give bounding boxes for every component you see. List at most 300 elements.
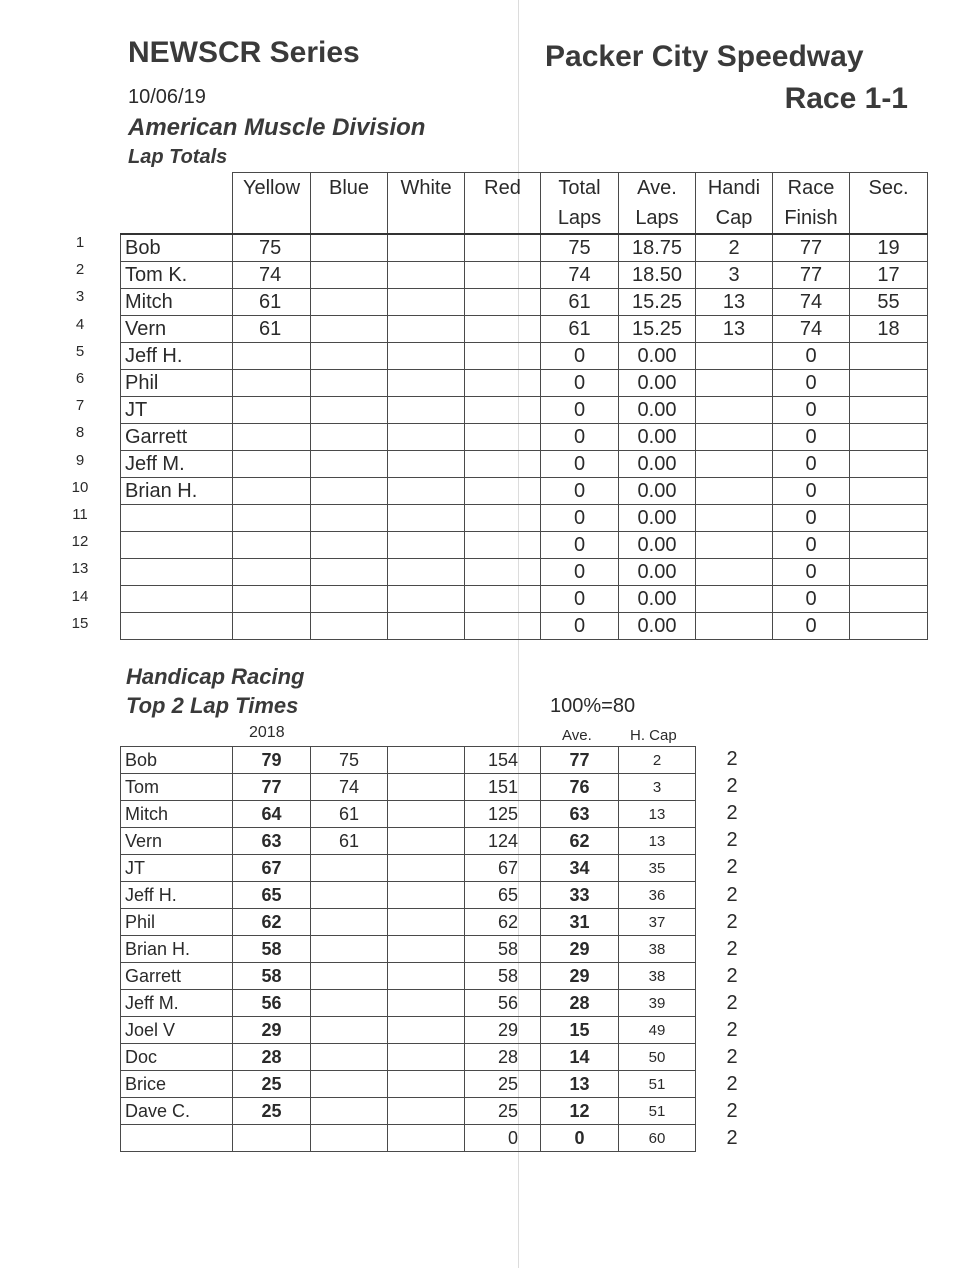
cell-y2018: 77 <box>233 774 311 801</box>
lap-totals-row <box>121 234 928 262</box>
row-number: 14 <box>71 587 89 605</box>
cell-total: 0 <box>465 1125 541 1152</box>
cell-hcap: 13 <box>619 801 696 828</box>
cell-total: 62 <box>465 909 541 936</box>
cell-sec <box>850 397 928 424</box>
row-number: 8 <box>75 424 85 442</box>
division-title: American Muscle Division <box>128 114 426 141</box>
cell-name: Jeff M. <box>121 451 233 478</box>
cell-name <box>121 586 233 613</box>
row-number: 15 <box>71 614 89 632</box>
cell-finish: 0 <box>773 451 850 478</box>
cell-ave: 0.00 <box>619 586 696 613</box>
cell-total: 125 <box>465 801 541 828</box>
cell-name: Doc <box>121 1044 233 1071</box>
cell-extra <box>388 1044 465 1071</box>
handicap-count: 2 <box>726 964 738 987</box>
cell-blue <box>311 234 388 262</box>
cell-name: Joel V <box>121 1017 233 1044</box>
cell-red <box>465 451 541 478</box>
cell-total: 0 <box>541 397 619 424</box>
cell-total: 61 <box>541 289 619 316</box>
lap-totals-header-row <box>121 173 928 235</box>
handicap-count: 2 <box>726 991 738 1014</box>
col-header-handicap: Handi Cap <box>696 173 773 235</box>
cell-handicap <box>696 586 773 613</box>
cell-red <box>465 505 541 532</box>
row-number: 12 <box>71 533 89 551</box>
handicap-row <box>121 747 696 774</box>
cell-extra <box>388 1071 465 1098</box>
cell-name: Phil <box>121 909 233 936</box>
cell-hcap: 13 <box>619 828 696 855</box>
cell-y2018: 65 <box>233 882 311 909</box>
lap-totals-row <box>121 559 928 586</box>
handicap-count: 2 <box>726 856 738 879</box>
row-number: 5 <box>75 342 85 360</box>
cell-ave: 31 <box>541 909 619 936</box>
cell-red <box>465 559 541 586</box>
lap-totals-row <box>121 478 928 505</box>
cell-ave: 12 <box>541 1098 619 1125</box>
row-number: 13 <box>71 560 89 578</box>
cell-white <box>388 424 465 451</box>
cell-current <box>311 909 388 936</box>
cell-y2018 <box>233 1125 311 1152</box>
race-number: Race 1-1 <box>784 82 908 115</box>
cell-name: Bob <box>121 747 233 774</box>
lap-totals-row <box>121 370 928 397</box>
cell-total: 0 <box>541 586 619 613</box>
col-header-race-finish: Race Finish <box>773 173 850 235</box>
cell-y2018: 29 <box>233 1017 311 1044</box>
cell-name: Brian H. <box>121 936 233 963</box>
cell-white <box>388 478 465 505</box>
cell-y2018: 62 <box>233 909 311 936</box>
handicap-count: 2 <box>726 829 738 852</box>
cell-total: 74 <box>541 262 619 289</box>
section-title-lap-totals: Lap Totals <box>128 146 228 168</box>
cell-current: 75 <box>311 747 388 774</box>
cell-extra <box>388 1125 465 1152</box>
cell-finish: 0 <box>773 532 850 559</box>
cell-total: 56 <box>465 990 541 1017</box>
cell-total: 25 <box>465 1071 541 1098</box>
cell-finish: 0 <box>773 370 850 397</box>
col-header-red: Red <box>465 173 541 235</box>
cell-finish: 74 <box>773 316 850 343</box>
cell-y2018: 58 <box>233 936 311 963</box>
col-header-yellow: Yellow <box>233 173 311 235</box>
cell-y2018: 64 <box>233 801 311 828</box>
cell-finish: 0 <box>773 478 850 505</box>
cell-current <box>311 1071 388 1098</box>
cell-extra <box>388 882 465 909</box>
handicap-count: 2 <box>726 1127 738 1150</box>
cell-finish: 0 <box>773 586 850 613</box>
cell-y2018: 79 <box>233 747 311 774</box>
cell-blue <box>311 532 388 559</box>
cell-yellow <box>233 343 311 370</box>
cell-blue <box>311 559 388 586</box>
lap-totals-row <box>121 343 928 370</box>
cell-white <box>388 289 465 316</box>
cell-sec <box>850 451 928 478</box>
cell-blue <box>311 262 388 289</box>
cell-ave: 63 <box>541 801 619 828</box>
cell-white <box>388 505 465 532</box>
row-number: 10 <box>71 478 89 496</box>
cell-current <box>311 882 388 909</box>
cell-handicap: 3 <box>696 262 773 289</box>
cell-red <box>465 343 541 370</box>
cell-total: 58 <box>465 936 541 963</box>
cell-yellow: 61 <box>233 316 311 343</box>
cell-sec: 17 <box>850 262 928 289</box>
cell-hcap: 49 <box>619 1017 696 1044</box>
cell-current <box>311 1017 388 1044</box>
cell-handicap <box>696 559 773 586</box>
cell-sec: 19 <box>850 234 928 262</box>
cell-name <box>121 532 233 559</box>
cell-blue <box>311 343 388 370</box>
handicap-row <box>121 936 696 963</box>
cell-extra <box>388 1017 465 1044</box>
lap-totals-table <box>120 172 928 640</box>
cell-sec <box>850 613 928 640</box>
cell-sec <box>850 478 928 505</box>
cell-total: 29 <box>465 1017 541 1044</box>
cell-name <box>121 559 233 586</box>
cell-hcap: 60 <box>619 1125 696 1152</box>
cell-ave: 18.50 <box>619 262 696 289</box>
row-number: 7 <box>75 397 85 415</box>
cell-total: 65 <box>465 882 541 909</box>
cell-y2018: 25 <box>233 1098 311 1125</box>
cell-hcap: 51 <box>619 1098 696 1125</box>
cell-handicap <box>696 397 773 424</box>
handicap-row <box>121 1125 696 1152</box>
cell-extra <box>388 963 465 990</box>
cell-extra <box>388 801 465 828</box>
cell-current: 74 <box>311 774 388 801</box>
handicap-subtitle: Top 2 Lap Times <box>126 693 299 718</box>
cell-total: 0 <box>541 613 619 640</box>
cell-extra <box>388 1098 465 1125</box>
cell-extra <box>388 909 465 936</box>
col-label-hcap: H. Cap <box>630 727 677 744</box>
cell-hcap: 51 <box>619 1071 696 1098</box>
cell-extra <box>388 747 465 774</box>
cell-finish: 0 <box>773 343 850 370</box>
handicap-count: 2 <box>726 1046 738 1069</box>
cell-finish: 0 <box>773 397 850 424</box>
cell-ave: 0.00 <box>619 424 696 451</box>
cell-extra <box>388 936 465 963</box>
cell-total: 0 <box>541 505 619 532</box>
cell-finish: 0 <box>773 505 850 532</box>
cell-name: Vern <box>121 828 233 855</box>
handicap-row <box>121 990 696 1017</box>
cell-white <box>388 613 465 640</box>
cell-finish: 77 <box>773 234 850 262</box>
handicap-count: 2 <box>726 748 738 770</box>
cell-red <box>465 262 541 289</box>
cell-ave: 0.00 <box>619 613 696 640</box>
cell-extra <box>388 774 465 801</box>
cell-yellow: 61 <box>233 289 311 316</box>
cell-name: JT <box>121 397 233 424</box>
cell-current <box>311 936 388 963</box>
cell-red <box>465 370 541 397</box>
cell-total: 0 <box>541 424 619 451</box>
cell-total: 67 <box>465 855 541 882</box>
race-date: 10/06/19 <box>128 86 206 108</box>
cell-ave: 0 <box>541 1125 619 1152</box>
cell-sec <box>850 370 928 397</box>
handicap-row <box>121 882 696 909</box>
cell-ave: 18.75 <box>619 234 696 262</box>
cell-ave: 0.00 <box>619 370 696 397</box>
cell-yellow: 75 <box>233 234 311 262</box>
cell-extra <box>388 828 465 855</box>
col-header-sec: Sec. <box>850 173 928 235</box>
lap-totals-row <box>121 451 928 478</box>
cell-current <box>311 1044 388 1071</box>
row-number: 6 <box>75 370 85 387</box>
cell-hcap: 37 <box>619 909 696 936</box>
cell-name: Tom <box>121 774 233 801</box>
cell-white <box>388 370 465 397</box>
cell-name: Phil <box>121 370 233 397</box>
track-name: Packer City Speedway <box>545 40 864 73</box>
cell-sec <box>850 505 928 532</box>
handicap-count: 2 <box>726 1019 738 1041</box>
cell-red <box>465 234 541 262</box>
lap-totals-row <box>121 613 928 640</box>
handicap-row <box>121 963 696 990</box>
cell-y2018: 28 <box>233 1044 311 1071</box>
cell-current: 61 <box>311 801 388 828</box>
cell-sec <box>850 532 928 559</box>
cell-white <box>388 343 465 370</box>
handicap-count: 2 <box>726 1100 738 1123</box>
cell-red <box>465 289 541 316</box>
cell-blue <box>311 586 388 613</box>
cell-name: Mitch <box>121 289 233 316</box>
handicap-section-title: Handicap Racing <box>126 664 305 689</box>
cell-finish: 74 <box>773 289 850 316</box>
lap-totals-row <box>121 397 928 424</box>
cell-hcap: 36 <box>619 882 696 909</box>
cell-blue <box>311 424 388 451</box>
handicap-count: 2 <box>726 910 738 933</box>
cell-ave: 15 <box>541 1017 619 1044</box>
cell-name <box>121 505 233 532</box>
cell-name: Jeff M. <box>121 990 233 1017</box>
cell-y2018: 58 <box>233 963 311 990</box>
handicap-row <box>121 1044 696 1071</box>
cell-ave: 33 <box>541 882 619 909</box>
cell-finish: 77 <box>773 262 850 289</box>
cell-handicap: 13 <box>696 316 773 343</box>
cell-name: Vern <box>121 316 233 343</box>
cell-total: 154 <box>465 747 541 774</box>
handicap-count: 2 <box>726 883 738 906</box>
cell-ave: 15.25 <box>619 289 696 316</box>
cell-total: 0 <box>541 370 619 397</box>
cell-white <box>388 451 465 478</box>
cell-hcap: 50 <box>619 1044 696 1071</box>
cell-name: Dave C. <box>121 1098 233 1125</box>
cell-blue <box>311 613 388 640</box>
cell-name <box>121 613 233 640</box>
cell-ave: 0.00 <box>619 343 696 370</box>
cell-sec: 18 <box>850 316 928 343</box>
cell-handicap: 13 <box>696 289 773 316</box>
row-number: 3 <box>75 288 85 306</box>
lap-totals-row <box>121 532 928 559</box>
cell-total: 0 <box>541 478 619 505</box>
row-number: 9 <box>75 451 85 469</box>
cell-handicap <box>696 424 773 451</box>
cell-white <box>388 532 465 559</box>
cell-y2018: 25 <box>233 1071 311 1098</box>
lap-totals-row <box>121 316 928 343</box>
cell-current: 61 <box>311 828 388 855</box>
row-number: 1 <box>75 234 85 251</box>
handicap-table <box>120 746 696 1152</box>
cell-name: Mitch <box>121 801 233 828</box>
lap-totals-row <box>121 424 928 451</box>
cell-hcap: 38 <box>619 963 696 990</box>
cell-handicap <box>696 613 773 640</box>
cell-red <box>465 613 541 640</box>
col-header-ave-laps: Ave. Laps <box>619 173 696 235</box>
cell-yellow <box>233 613 311 640</box>
cell-hcap: 2 <box>619 747 696 774</box>
cell-total: 0 <box>541 559 619 586</box>
lap-totals-row <box>121 586 928 613</box>
col-header-white: White <box>388 173 465 235</box>
series-title: NEWSCR Series <box>128 36 360 69</box>
handicap-count: 2 <box>726 775 738 798</box>
row-number: 11 <box>72 506 88 523</box>
cell-total: 151 <box>465 774 541 801</box>
cell-blue <box>311 289 388 316</box>
cell-name: Jeff H. <box>121 882 233 909</box>
handicap-count: 2 <box>726 937 738 960</box>
cell-red <box>465 478 541 505</box>
cell-total: 0 <box>541 532 619 559</box>
cell-blue <box>311 478 388 505</box>
cell-ave: 62 <box>541 828 619 855</box>
cell-yellow <box>233 478 311 505</box>
cell-handicap <box>696 451 773 478</box>
cell-name: Garrett <box>121 424 233 451</box>
cell-ave: 0.00 <box>619 397 696 424</box>
cell-name: Brian H. <box>121 478 233 505</box>
cell-current <box>311 1125 388 1152</box>
cell-yellow <box>233 559 311 586</box>
cell-white <box>388 316 465 343</box>
col-label-2018: 2018 <box>249 724 285 741</box>
cell-ave: 77 <box>541 747 619 774</box>
cell-blue <box>311 451 388 478</box>
cell-finish: 0 <box>773 559 850 586</box>
cell-white <box>388 262 465 289</box>
cell-current <box>311 990 388 1017</box>
cell-ave: 0.00 <box>619 505 696 532</box>
cell-ave: 34 <box>541 855 619 882</box>
cell-yellow: 74 <box>233 262 311 289</box>
cell-handicap <box>696 478 773 505</box>
cell-hcap: 3 <box>619 774 696 801</box>
lap-totals-row <box>121 505 928 532</box>
header-blank-cell <box>121 173 233 235</box>
cell-name: Jeff H. <box>121 343 233 370</box>
cell-ave: 76 <box>541 774 619 801</box>
col-header-total-laps: Total Laps <box>541 173 619 235</box>
handicap-row <box>121 1071 696 1098</box>
cell-handicap <box>696 343 773 370</box>
cell-handicap <box>696 532 773 559</box>
cell-sec <box>850 424 928 451</box>
row-number: 2 <box>75 261 85 279</box>
cell-y2018: 67 <box>233 855 311 882</box>
cell-ave: 14 <box>541 1044 619 1071</box>
handicap-row <box>121 801 696 828</box>
row-number: 4 <box>75 315 85 333</box>
cell-current <box>311 963 388 990</box>
cell-y2018: 63 <box>233 828 311 855</box>
handicap-count: 2 <box>726 802 738 825</box>
handicap-row <box>121 855 696 882</box>
cell-ave: 0.00 <box>619 559 696 586</box>
cell-red <box>465 532 541 559</box>
cell-handicap: 2 <box>696 234 773 262</box>
cell-red <box>465 397 541 424</box>
cell-sec <box>850 586 928 613</box>
col-header-blue: Blue <box>311 173 388 235</box>
cell-current <box>311 855 388 882</box>
cell-white <box>388 234 465 262</box>
cell-blue <box>311 397 388 424</box>
cell-name: Brice <box>121 1071 233 1098</box>
cell-blue <box>311 370 388 397</box>
cell-ave: 29 <box>541 936 619 963</box>
handicap-count: 2 <box>726 1073 738 1096</box>
cell-total: 25 <box>465 1098 541 1125</box>
cell-total: 0 <box>541 343 619 370</box>
col-label-ave: Ave. <box>562 727 592 744</box>
cell-handicap <box>696 505 773 532</box>
lap-totals-row <box>121 289 928 316</box>
cell-name: Garrett <box>121 963 233 990</box>
cell-ave: 0.00 <box>619 478 696 505</box>
cell-name: JT <box>121 855 233 882</box>
cell-yellow <box>233 532 311 559</box>
cell-yellow <box>233 586 311 613</box>
cell-yellow <box>233 370 311 397</box>
cell-total: 61 <box>541 316 619 343</box>
cell-total: 124 <box>465 828 541 855</box>
cell-sec <box>850 343 928 370</box>
cell-ave: 13 <box>541 1071 619 1098</box>
cell-ave: 15.25 <box>619 316 696 343</box>
cell-extra <box>388 855 465 882</box>
cell-sec: 55 <box>850 289 928 316</box>
